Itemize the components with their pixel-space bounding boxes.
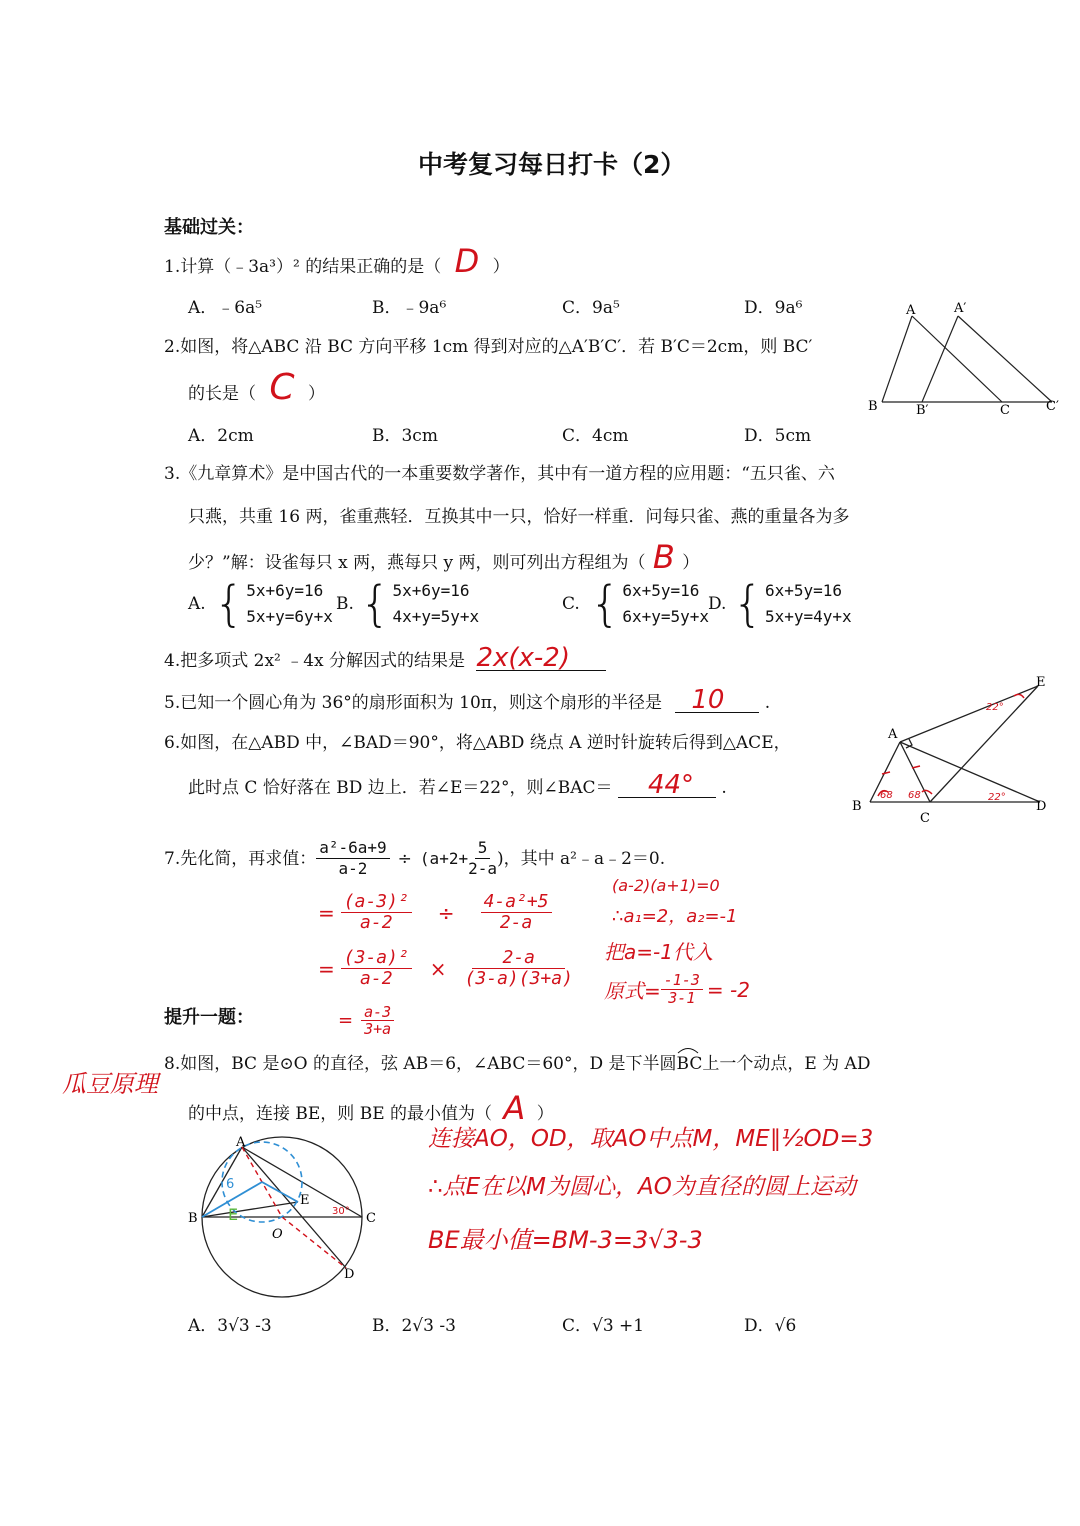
q2-label-b-prime: B′ (916, 403, 929, 418)
q7-s2-op: × (429, 956, 447, 981)
q3-d-eq1: 6x+5y=16 (764, 581, 843, 600)
question-5 (164, 685, 771, 715)
q8-option-a: A．3√3 -3 (188, 1316, 272, 1336)
question-7-stem: 7.先化简，再求值： (164, 848, 317, 869)
q6-label-d: D (1036, 799, 1047, 814)
q3-option-d (708, 578, 852, 630)
q7-s2-den: a-2 (360, 968, 393, 989)
question-3-line3 (188, 538, 700, 576)
q7-r4-num: -1-3 (661, 972, 703, 990)
q6-label-c: C (920, 811, 930, 826)
q2-label-a-prime: A′ (954, 301, 967, 316)
q7-s3-frac (361, 1004, 394, 1037)
q7-fraction-1 (316, 838, 389, 879)
q8-work-line3: BE最小值=BM-3=3√3-3 (428, 1226, 703, 1254)
question-1-close: ） (492, 257, 510, 277)
q3-option-a (188, 578, 333, 630)
q8-mark-e: E (228, 1205, 239, 1224)
question-2-line1: 2.如图，将△ABC 沿 BC 方向平移 1cm 得到对应的△A′B′C′．若 B′C＝2cm，则 BC′ (164, 337, 813, 357)
question-2-close: ） (307, 384, 325, 404)
q3-c-eq2: 6x+y=5y+x (622, 607, 710, 626)
q3-b-eq2: 4x+y=5y+x (392, 607, 480, 626)
q7-work-step3: = $\frac{a-3}{3+a}$ (338, 1004, 394, 1037)
q7-work-step2: = $\frac{\text{(3-a)²}}{a-2}$ × $\frac{2-a}{(3-a)(3+a)}$ (318, 947, 573, 989)
q7-s1b-frac (481, 892, 552, 933)
q1-option-d: D．9a⁶ (744, 298, 803, 318)
q8-label-o: O (272, 1227, 283, 1242)
q7-s2b-frac (465, 948, 573, 989)
q3-option-c-system (590, 578, 709, 630)
question-3-line2: 只燕，共重 16 两，雀重燕轻．互换其中一只，恰好一样重．问每只雀、燕的重量各为多 (188, 507, 850, 527)
question-2-stem-end: 的长是（ (188, 384, 256, 404)
q7-s2b-num: 2-a (472, 948, 565, 969)
q7-s1b-num: 4-a²+5 (481, 892, 552, 913)
q3-d-eq2: 5x+y=4y+x (764, 607, 852, 626)
question-6-answer: 44° (618, 773, 716, 798)
q6-mark-22-e: 22° (986, 702, 1004, 713)
q8-margin-note: 瓜豆原理 (62, 1070, 158, 1098)
q7-r4-frac (661, 972, 703, 1007)
q7-fraction-2 (468, 838, 497, 879)
question-2-line2 (188, 367, 325, 408)
question-6-line2 (188, 770, 727, 800)
brace-icon: { (589, 576, 621, 632)
q3-option-b (336, 578, 479, 630)
question-3-answer: B (652, 538, 675, 576)
section-heading-basic: 基础过关： (164, 217, 254, 238)
question-6-stem-end: 此时点 C 恰好落在 BD 边上．若∠E＝22°，则∠BAC＝ (188, 778, 613, 798)
question-8-line1 (164, 1051, 870, 1076)
question-3-line1: 3.《九章算术》是中国古代的一本重要数学著作，其中有一道方程的应用题：“五只雀、六 (164, 464, 835, 484)
question-4-answer: 2x(x-2) (476, 646, 606, 671)
q8-option-b: B．2√3 -3 (372, 1316, 456, 1336)
q3-c-eq1: 6x+5y=16 (622, 581, 700, 600)
q3-b-eq1: 5x+6y=16 (392, 581, 470, 600)
q6-label-e: E (1036, 675, 1046, 690)
q7-s1-den: a-2 (360, 912, 393, 933)
q6-mark-68-right: 68 (908, 790, 921, 801)
q2-figure (860, 298, 1070, 423)
q7-work-r4 (604, 972, 750, 1007)
question-8-stem-end: 的中点，连接 BE，则 BE 的最小值为（ (188, 1104, 493, 1124)
q7-s3-num: a-3 (361, 1004, 394, 1021)
q3-option-a-label: A. (188, 594, 206, 614)
brace-icon: { (213, 576, 245, 632)
q7-s2-frac (341, 948, 412, 989)
q7-div: ÷ (397, 848, 412, 869)
page-title: 中考复习每日打卡（2） (418, 150, 686, 179)
q6-label-a: A (888, 727, 898, 742)
q2-label-c: C (1000, 403, 1010, 418)
q2-option-d: D．5cm (744, 426, 812, 446)
q8-label-a: A (236, 1135, 246, 1150)
q7-s1-frac (341, 892, 412, 933)
q7-work-r2: ∴a₁=2，a₂=-1 (612, 906, 738, 927)
q2-option-b: B．3cm (372, 426, 438, 446)
q8-label-b: B (188, 1211, 198, 1226)
q7-s1-op: ÷ (437, 900, 455, 925)
q8-label-e: E (300, 1193, 310, 1208)
question-5-stem: 5.已知一个圆心角为 36°的扇形面积为 10π，则这个扇形的半径是 (164, 693, 662, 713)
question-3-close: ） (682, 553, 700, 573)
question-1-stem: 1.计算（﹣3a³）² 的结果正确的是（ (164, 257, 442, 277)
q3-option-c-label: C. (562, 594, 580, 614)
q2-option-a: A．2cm (188, 426, 254, 446)
question-2-answer: C (269, 367, 295, 408)
q6-mark-68-left: 68 (880, 790, 893, 801)
q8-option-c: C．√3 +1 (562, 1316, 645, 1336)
q3-option-b-label: B. (336, 594, 354, 614)
q8-work-line1: 连接AO，OD，取AO中点M，ME∥½OD=3 (428, 1126, 874, 1152)
question-8-answer: A (503, 1089, 526, 1127)
q7-work-r3: 把a=-1代入 (604, 940, 713, 964)
question-1 (164, 242, 510, 280)
q7-r4-post: = -2 (706, 977, 750, 1002)
q6-mark-22-d: 22° (988, 792, 1006, 803)
q1-option-a: A．﹣6a⁵ (188, 298, 263, 318)
q7-s1b-den: 2-a (499, 912, 533, 933)
q7-work-step1: = $\frac{\text{(a-3)²}}{a-2}$ ÷ $\frac{\text{4-a²+5}}{2-a}$ (318, 892, 552, 933)
q8-label-c: C (366, 1211, 376, 1226)
q6-figure (848, 668, 1058, 828)
q8-label-d: D (344, 1267, 355, 1282)
q3-option-b-system (360, 578, 479, 630)
q3-option-d-system (732, 578, 851, 630)
q7-frac2-den: 2-a (468, 859, 497, 878)
question-6-line1: 6.如图，在△ABD 中，∠BAD＝90°，将△ABD 绕点 A 逆时针旋转后得到△ACE， (164, 733, 791, 753)
q7-work-r1: (a-2)(a+1)=0 (612, 876, 720, 895)
q7-frac1-num: a²-6a+9 (316, 838, 389, 859)
question-8-stem: 8.如图，BC 是⊙O 的直径，弦 AB＝6，∠ABC＝60°，D 是下半圆 (164, 1054, 677, 1074)
question-6-end: . (721, 778, 727, 798)
question-4 (164, 643, 606, 673)
q3-a-eq1: 5x+6y=16 (246, 581, 324, 600)
question-8-stem-cont: 上一个动点，E 为 AD (702, 1054, 871, 1074)
question-7 (164, 838, 665, 879)
q7-s2-num: (3-a)² (341, 948, 412, 969)
q2-option-c: C．4cm (562, 426, 629, 446)
q8-work-line2: ∴点E在以M为圆心，AO为直径的圆上运动 (428, 1174, 856, 1200)
q7-r4-den: 3-1 (668, 989, 696, 1007)
brace-icon: { (732, 576, 763, 632)
q7-frac2-num: 5 (475, 838, 491, 859)
question-4-stem: 4.把多项式 2x² ﹣4x 分解因式的结果是 (164, 651, 466, 671)
q7-r4-pre: 原式= (604, 979, 661, 1003)
arc-icon (677, 1046, 699, 1054)
q8-figure (186, 1130, 386, 1300)
q7-s3-den: 3+a (364, 1020, 392, 1038)
question-3-stem-end: 少？”解：设雀每只 x 两，燕每只 y 两，则可列出方程组为（ (188, 553, 646, 573)
q7-s2b-den: (3-a)(3+a) (464, 968, 573, 989)
q1-option-b: B．﹣9a⁶ (372, 298, 447, 318)
question-8-close: ） (536, 1104, 554, 1124)
q7-s1-num: (a-3)² (341, 892, 412, 913)
q8-mark-30: 30° (332, 1206, 350, 1217)
q3-a-eq2: 5x+y=6y+x (246, 607, 333, 626)
q8-option-d: D．√6 (744, 1316, 797, 1336)
q3-option-d-label: D. (708, 594, 727, 614)
question-1-answer: D (454, 242, 480, 280)
q1-option-c: C．9a⁵ (562, 298, 620, 318)
question-5-answer: 10 (675, 688, 759, 713)
q7-frac1-den: a-2 (338, 859, 368, 878)
q8-mark-ab: 6 (226, 1177, 235, 1192)
q2-label-c-prime: C′ (1046, 399, 1059, 414)
q7-paren-close: )，其中 a²﹣a﹣2＝0. (497, 848, 666, 869)
q2-label-b: B (868, 399, 878, 414)
q2-label-a: A (906, 303, 916, 318)
q3-option-a-system (214, 578, 333, 630)
question-8-arc: BC (677, 1051, 703, 1076)
q7-paren-open: (a+2+ (419, 848, 469, 868)
q6-label-b: B (852, 799, 862, 814)
section-heading-advanced: 提升一题： (164, 1007, 254, 1028)
brace-icon: { (359, 576, 391, 632)
question-5-end: . (764, 693, 771, 713)
q3-option-c (562, 578, 709, 630)
